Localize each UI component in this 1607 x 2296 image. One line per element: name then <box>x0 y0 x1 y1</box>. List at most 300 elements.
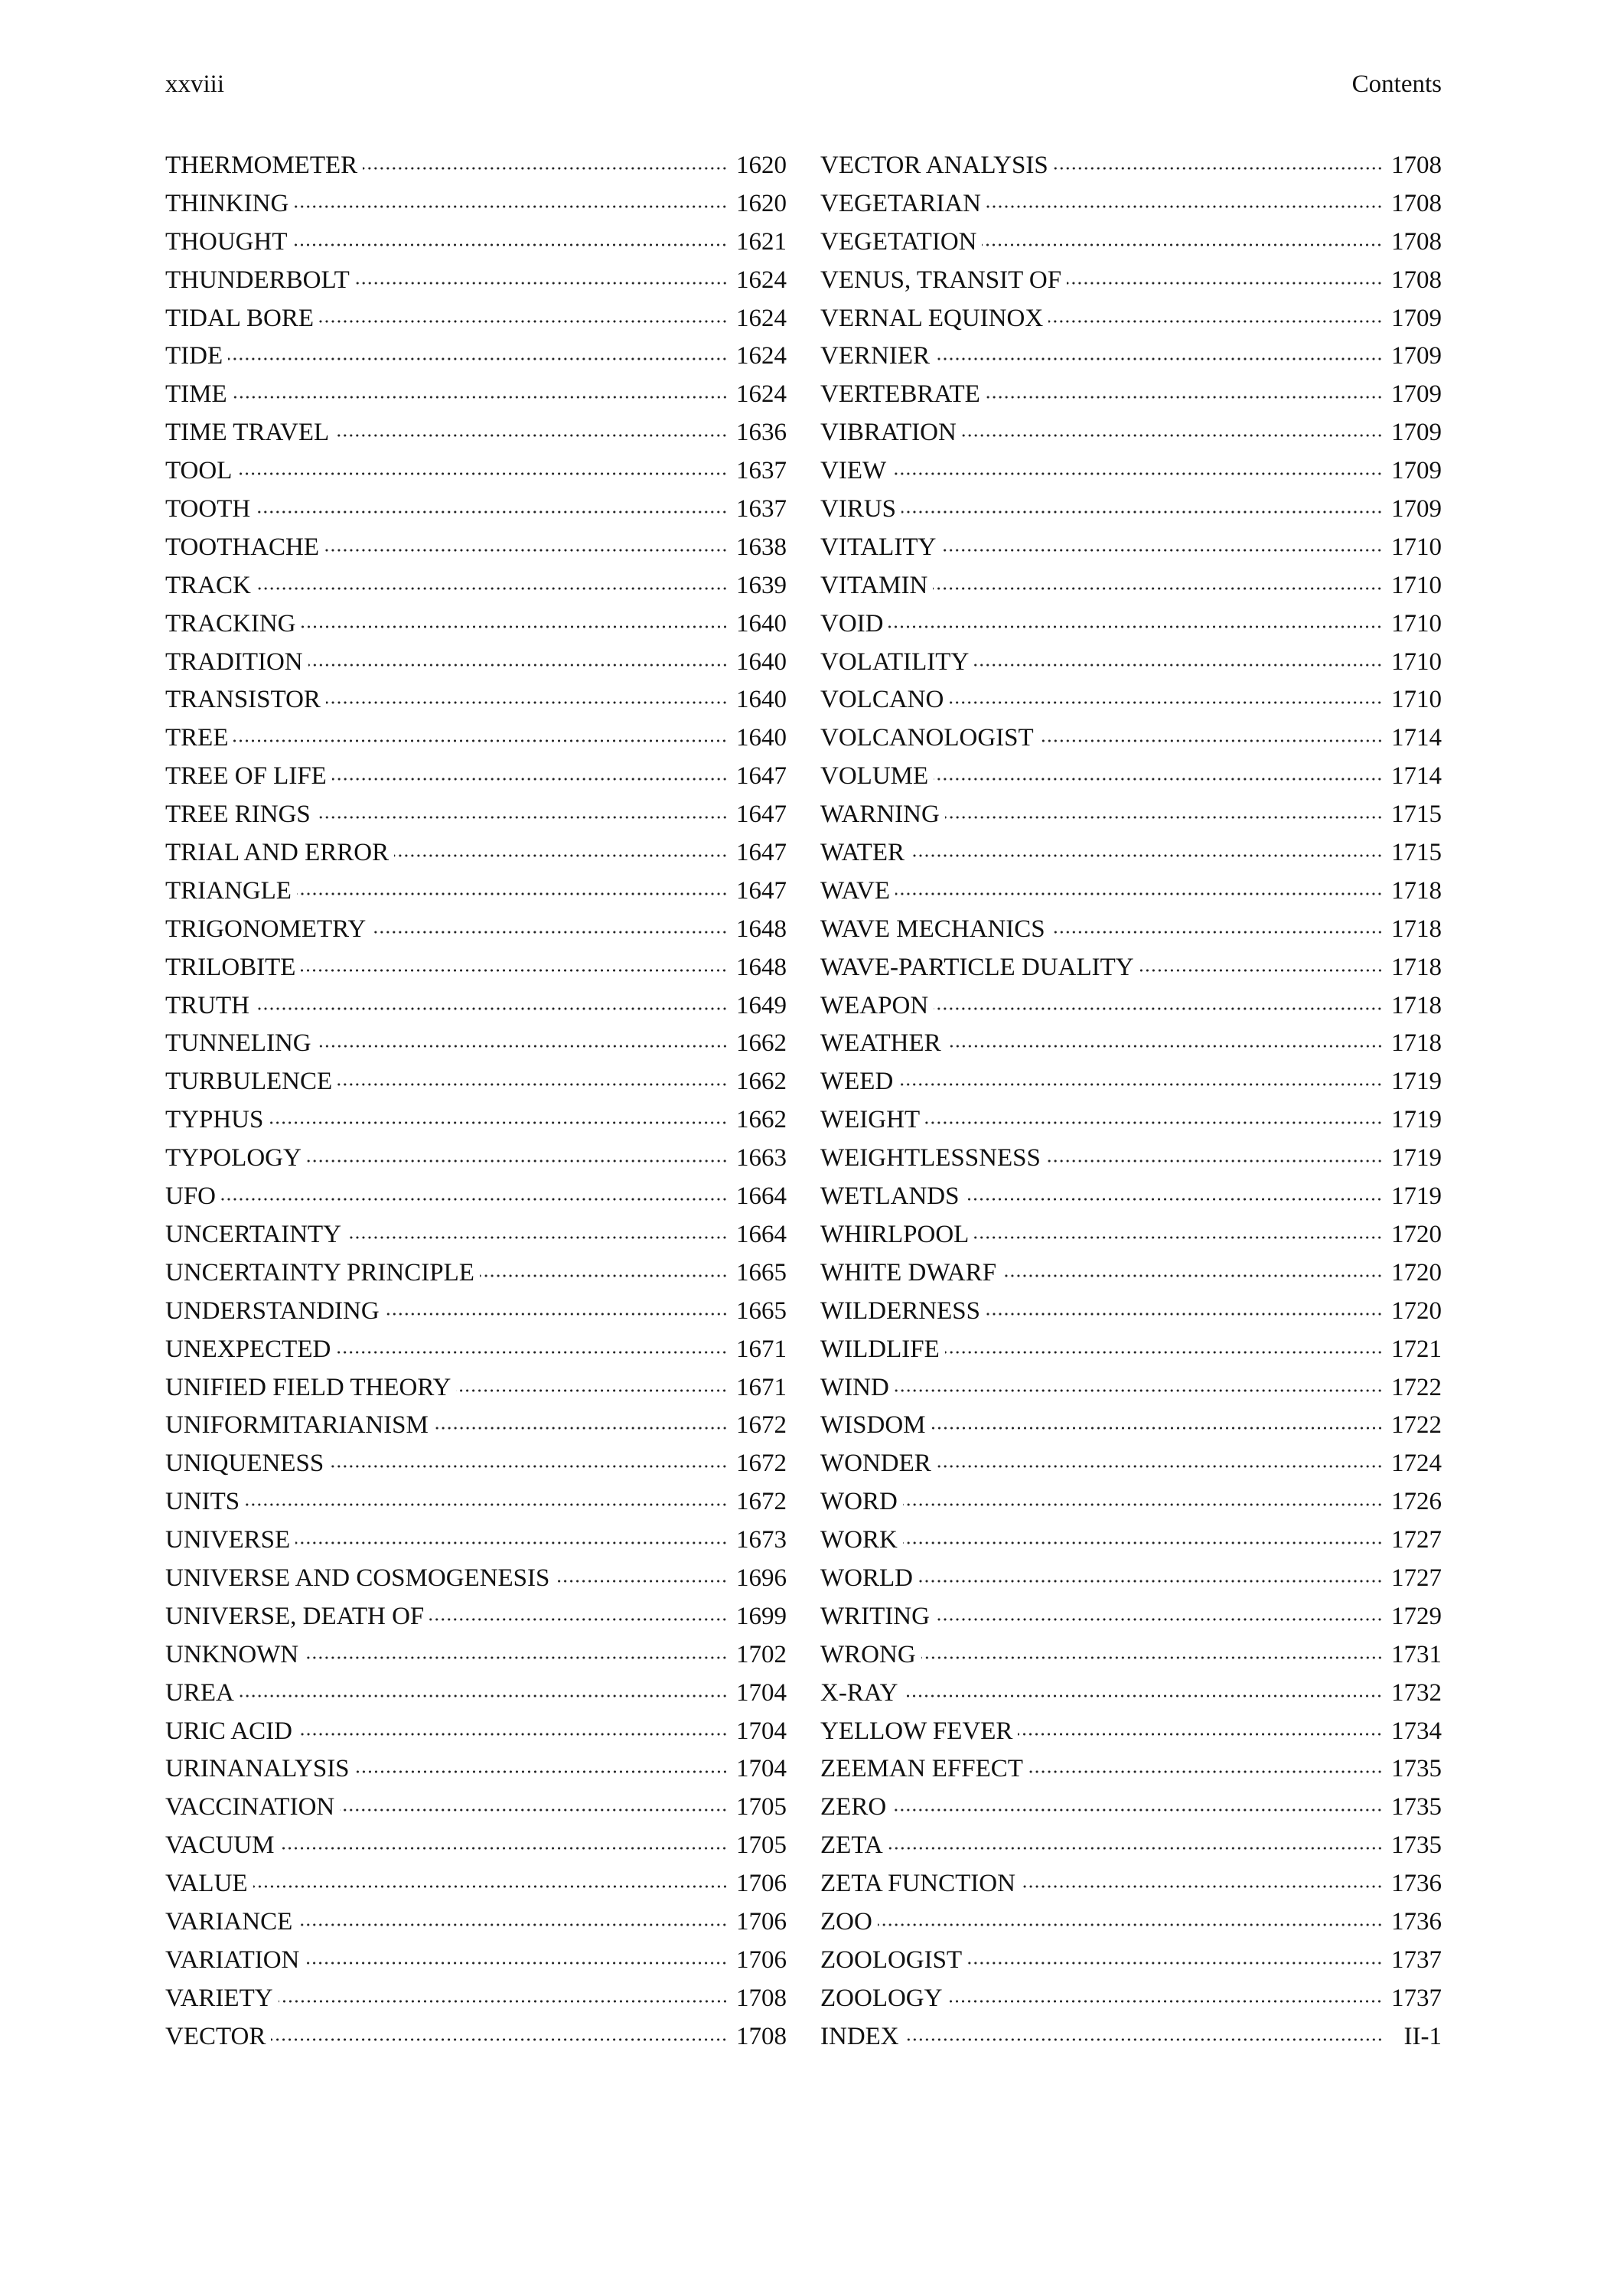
entry-page-number: 1719 <box>1391 1068 1442 1096</box>
toc-left-column <box>165 147 787 2056</box>
entry-page-number: 1727 <box>1391 1526 1442 1554</box>
entry-title: ZOO <box>820 1907 872 1936</box>
entry-title: VOID <box>820 609 884 638</box>
toc-entry <box>165 1942 787 1980</box>
dot-leader <box>905 2037 1383 2043</box>
entry-title: UFO <box>165 1182 217 1211</box>
entry-title: TIDAL BORE <box>165 304 315 332</box>
entry-page-number: 1637 <box>736 457 787 485</box>
toc-entry <box>165 796 787 834</box>
entry-title: WORD <box>820 1488 898 1516</box>
dot-leader <box>363 165 728 171</box>
toc-entry <box>165 1903 787 1942</box>
entry-page-number: 1710 <box>1391 533 1442 561</box>
dot-leader <box>964 1196 1383 1202</box>
toc-entry <box>820 1675 1442 1713</box>
dot-leader <box>935 1616 1383 1623</box>
dot-leader <box>269 1120 728 1126</box>
dot-leader <box>903 1693 1383 1699</box>
entry-page-number: 1649 <box>736 991 787 1019</box>
toc-entry <box>165 1178 787 1216</box>
toc-entry <box>165 1636 787 1675</box>
entry-title: VOLCANO <box>820 686 944 714</box>
toc-entry <box>820 987 1442 1026</box>
dot-leader <box>901 509 1383 515</box>
toc-entry <box>820 1483 1442 1521</box>
entry-title: ZERO <box>820 1793 887 1821</box>
entry-page-number: 1708 <box>1391 227 1442 256</box>
entry-title: WORLD <box>820 1564 913 1592</box>
entry-title: THINKING <box>165 189 289 217</box>
toc-entry <box>820 1598 1442 1636</box>
dot-leader <box>279 1845 728 1851</box>
dot-leader <box>279 1998 728 2004</box>
dot-leader <box>233 394 728 400</box>
entry-title: UNCERTAINTY PRINCIPLE <box>165 1258 474 1287</box>
entry-title: VIRUS <box>820 495 897 523</box>
entry-title: WRONG <box>820 1640 916 1668</box>
entry-page-number: 1708 <box>1391 189 1442 217</box>
toc-entry <box>820 262 1442 300</box>
entry-page-number: 1621 <box>736 227 787 256</box>
entry-title: WILDLIFE <box>820 1335 940 1363</box>
entry-page-number: 1665 <box>736 1296 787 1325</box>
entry-page-number: 1719 <box>1391 1182 1442 1211</box>
entry-page-number: 1714 <box>1391 762 1442 791</box>
entry-page-number: 1715 <box>1391 801 1442 829</box>
dot-leader <box>394 853 728 859</box>
entry-page-number: 1706 <box>736 1907 787 1936</box>
toc-entry <box>165 1445 787 1483</box>
entry-title: VITAMIN <box>820 571 928 599</box>
toc-entry <box>820 872 1442 911</box>
toc-entry <box>820 834 1442 872</box>
entry-page-number: 1702 <box>736 1640 787 1668</box>
entry-title: VOLATILITY <box>820 647 970 676</box>
entry-page-number: 1647 <box>736 762 787 791</box>
entry-title: VARIATION <box>165 1945 300 1974</box>
dot-leader <box>337 1081 728 1088</box>
entry-page-number: 1624 <box>736 266 787 294</box>
dot-leader <box>1039 738 1383 744</box>
entry-title: ZEEMAN EFFECT <box>820 1755 1023 1783</box>
dot-leader <box>1051 929 1383 935</box>
dot-leader <box>347 1234 728 1241</box>
entry-title: WAVE <box>820 876 891 905</box>
entry-page-number: 1720 <box>1391 1296 1442 1325</box>
toc-entry <box>820 223 1442 262</box>
toc-entry <box>165 1331 787 1369</box>
entry-page-number: 1664 <box>736 1182 787 1211</box>
toc-entry <box>165 491 787 529</box>
dot-leader <box>256 585 728 592</box>
entry-page-number: 1718 <box>1391 991 1442 1019</box>
dot-leader <box>903 1540 1383 1546</box>
entry-title: WEED <box>820 1068 894 1096</box>
dot-leader <box>324 547 728 553</box>
toc-entry <box>165 1140 787 1178</box>
entry-title: TRANSISTOR <box>165 686 321 714</box>
toc-entry <box>165 1521 787 1560</box>
dot-leader <box>947 1998 1383 2004</box>
toc-entry <box>820 1636 1442 1675</box>
dot-leader <box>295 1540 728 1546</box>
page-header <box>165 70 1442 109</box>
entry-title: UNKNOWN <box>165 1640 299 1668</box>
toc-entry <box>165 529 787 567</box>
dot-leader <box>316 814 728 820</box>
toc-entry <box>820 529 1442 567</box>
toc-entry <box>165 1865 787 1903</box>
dot-leader <box>931 1425 1384 1431</box>
dot-leader <box>340 1807 728 1813</box>
entry-page-number: 1705 <box>736 1793 787 1821</box>
entry-page-number: 1662 <box>736 1068 787 1096</box>
dot-leader <box>918 1578 1383 1584</box>
toc-entry <box>820 1521 1442 1560</box>
dot-leader <box>986 204 1383 210</box>
entry-title: VENUS, TRANSIT OF <box>820 266 1062 294</box>
entry-page-number: 1735 <box>1391 1831 1442 1860</box>
toc-entry <box>165 1407 787 1445</box>
entry-title: TIDE <box>165 342 223 370</box>
toc-entry <box>820 911 1442 949</box>
entry-page-number: 1715 <box>1391 839 1442 867</box>
toc-entry <box>820 338 1442 376</box>
entry-page-number: 1647 <box>736 801 787 829</box>
entry-page-number: 1704 <box>736 1755 787 1783</box>
dot-leader <box>945 1349 1383 1355</box>
toc-entry <box>165 758 787 796</box>
entry-page-number: 1709 <box>1391 304 1442 332</box>
toc-entry <box>165 911 787 949</box>
entry-title: TYPOLOGY <box>165 1144 302 1172</box>
entry-page-number: 1737 <box>1391 1945 1442 1974</box>
toc-entry <box>165 414 787 452</box>
dot-leader <box>292 242 728 248</box>
entry-title: VECTOR ANALYSIS <box>820 152 1048 179</box>
entry-title: WISDOM <box>820 1411 926 1440</box>
entry-page-number: 1720 <box>1391 1258 1442 1287</box>
dot-leader <box>1046 1158 1383 1164</box>
entry-title: UNIVERSE <box>165 1526 291 1554</box>
dot-leader <box>371 929 728 935</box>
dot-leader <box>934 1006 1383 1012</box>
dot-leader <box>253 1883 728 1890</box>
dot-leader <box>297 891 728 897</box>
toc-right-column <box>820 147 1442 2056</box>
entry-title: TUNNELING <box>165 1029 311 1058</box>
entry-page-number: 1664 <box>736 1220 787 1248</box>
entry-title: ZOOLOGY <box>820 1984 943 2012</box>
entry-title: TURBULENCE <box>165 1068 333 1096</box>
dot-leader <box>895 891 1383 897</box>
entry-title: VARIETY <box>165 1984 273 2012</box>
toc-entry <box>165 452 787 491</box>
dot-leader <box>434 1425 728 1431</box>
entry-page-number: 1719 <box>1391 1144 1442 1172</box>
entry-title: WEAPON <box>820 991 929 1019</box>
dot-leader <box>555 1578 728 1584</box>
toc-entry <box>165 1101 787 1140</box>
entry-title: VIBRATION <box>820 419 957 447</box>
toc-entry <box>820 1903 1442 1942</box>
entry-page-number: 1718 <box>1391 1029 1442 1058</box>
entry-title: WEATHER <box>820 1029 941 1058</box>
entry-title: ZOOLOGIST <box>820 1945 963 1974</box>
toc-entry <box>165 185 787 223</box>
entry-page-number: 1672 <box>736 1450 787 1478</box>
entry-title: TIME TRAVEL <box>165 419 330 447</box>
dot-leader <box>271 2037 728 2043</box>
entry-title: TOOTH <box>165 495 251 523</box>
entry-page-number: 1673 <box>736 1526 787 1554</box>
entry-page-number: 1721 <box>1391 1335 1442 1363</box>
dot-leader <box>256 509 728 515</box>
dot-leader <box>294 204 728 210</box>
entry-title: WHITE DWARF <box>820 1258 997 1287</box>
entry-page-number: 1648 <box>736 953 787 981</box>
toc-entry <box>165 1598 787 1636</box>
entry-title: TYPHUS <box>165 1106 264 1134</box>
entry-title: VERTEBRATE <box>820 380 980 409</box>
entry-page-number: 1735 <box>1391 1793 1442 1821</box>
toc-entry <box>165 1713 787 1751</box>
toc-entry <box>820 147 1442 185</box>
entry-title: TREE RINGS <box>165 801 311 829</box>
entry-title: WEIGHTLESSNESS <box>820 1144 1041 1172</box>
toc-entry <box>820 376 1442 414</box>
dot-leader <box>898 1081 1383 1088</box>
dot-leader <box>974 662 1383 668</box>
entry-title: VIEW <box>820 457 887 485</box>
dot-leader <box>319 318 728 325</box>
dot-leader <box>240 1693 728 1699</box>
toc-entry <box>165 987 787 1026</box>
dot-leader <box>233 738 728 744</box>
toc-entry <box>165 605 787 644</box>
running-head: Contents <box>1351 70 1442 98</box>
toc-entry <box>165 1980 787 2018</box>
toc-entry <box>165 681 787 719</box>
entry-title: VALUE <box>165 1870 248 1898</box>
dot-leader <box>237 471 728 477</box>
dot-leader <box>986 1311 1383 1317</box>
entry-title: TRIAL AND ERROR <box>165 839 390 867</box>
toc-entry <box>820 1789 1442 1827</box>
toc-entry <box>165 872 787 911</box>
dot-leader <box>974 1234 1383 1241</box>
dot-leader <box>982 242 1383 248</box>
entry-title: VARIANCE <box>165 1907 293 1936</box>
dot-leader <box>255 1006 728 1012</box>
toc-entry <box>165 1063 787 1101</box>
dot-leader <box>329 1463 728 1469</box>
dot-leader <box>945 814 1383 820</box>
toc-entry <box>165 719 787 758</box>
dot-leader <box>355 1769 728 1775</box>
toc-entry <box>820 1713 1442 1751</box>
toc-entry <box>820 414 1442 452</box>
entry-title: URIC ACID <box>165 1717 292 1745</box>
toc-entry <box>165 223 787 262</box>
dot-leader <box>892 471 1383 477</box>
dot-leader <box>317 1043 728 1049</box>
entry-page-number: 1662 <box>736 1106 787 1134</box>
toc-entry <box>820 605 1442 644</box>
entry-page-number: 1662 <box>736 1029 787 1058</box>
entry-page-number: 1709 <box>1391 495 1442 523</box>
entry-page-number: 1665 <box>736 1258 787 1287</box>
toc-entry <box>165 338 787 376</box>
toc-entry <box>820 644 1442 682</box>
toc-entry <box>165 1483 787 1521</box>
entry-page-number: 1720 <box>1391 1220 1442 1248</box>
entry-title: WHIRLPOOL <box>820 1220 970 1248</box>
dot-leader <box>298 1731 728 1737</box>
toc-entry <box>820 185 1442 223</box>
dot-leader <box>910 853 1383 859</box>
entry-page-number: 1710 <box>1391 609 1442 638</box>
entry-page-number: 1722 <box>1391 1373 1442 1401</box>
entry-title: TRADITION <box>165 647 303 676</box>
toc-entry <box>820 719 1442 758</box>
dot-leader <box>307 1158 728 1164</box>
toc-entry <box>820 1827 1442 1865</box>
entry-page-number: 1727 <box>1391 1564 1442 1592</box>
toc-entry <box>820 1216 1442 1254</box>
dot-leader <box>1018 1731 1383 1737</box>
toc-entry <box>820 1140 1442 1178</box>
entry-title: WONDER <box>820 1450 931 1478</box>
entry-title: TREE <box>165 724 229 752</box>
dot-leader <box>921 1655 1383 1661</box>
entry-title: VACCINATION <box>165 1793 335 1821</box>
entry-page-number: 1637 <box>736 495 787 523</box>
dot-leader <box>301 967 728 974</box>
toc-entry <box>820 1750 1442 1789</box>
entry-page-number: 1672 <box>736 1411 787 1440</box>
entry-page-number: 1718 <box>1391 915 1442 943</box>
entry-page-number: 1709 <box>1391 457 1442 485</box>
toc-entry <box>820 452 1442 491</box>
dot-leader <box>305 1960 728 1966</box>
entry-title: VOLUME <box>820 762 929 791</box>
entry-page-number: 1647 <box>736 839 787 867</box>
entry-page-number: 1734 <box>1391 1717 1442 1745</box>
toc-entry <box>820 1293 1442 1331</box>
entry-page-number: 1710 <box>1391 686 1442 714</box>
entry-title: VACUUM <box>165 1831 275 1860</box>
entry-title: VERNIER <box>820 342 930 370</box>
entry-title: UNIVERSE AND COSMOGENESIS <box>165 1564 550 1592</box>
entry-page-number: 1718 <box>1391 876 1442 905</box>
toc-entry <box>820 1025 1442 1063</box>
toc-entry <box>165 1369 787 1407</box>
toc-entry <box>820 681 1442 719</box>
entry-title: UNIVERSE, DEATH OF <box>165 1602 425 1630</box>
toc-entry <box>820 1980 1442 2018</box>
dot-leader <box>336 1349 728 1355</box>
dot-leader <box>308 662 728 668</box>
dot-leader <box>888 624 1383 630</box>
toc-entry <box>820 300 1442 338</box>
entry-page-number: 1699 <box>736 1602 787 1630</box>
toc-entry <box>820 1865 1442 1903</box>
entry-page-number: 1671 <box>736 1335 787 1363</box>
entry-page-number: 1640 <box>736 609 787 638</box>
toc-entry <box>820 1331 1442 1369</box>
dot-leader <box>947 1043 1383 1049</box>
entry-page-number: 1708 <box>1391 152 1442 179</box>
entry-title: WORK <box>820 1526 898 1554</box>
entry-page-number: 1737 <box>1391 1984 1442 2012</box>
dot-leader <box>245 1502 728 1508</box>
toc-entry <box>165 147 787 185</box>
entry-page-number: 1735 <box>1391 1755 1442 1783</box>
toc-entry <box>820 1560 1442 1598</box>
toc-entry <box>165 1216 787 1254</box>
entry-title: UNIFORMITARIANISM <box>165 1411 429 1440</box>
page-number: xxviii <box>165 70 225 98</box>
entry-title: TRACK <box>165 571 251 599</box>
toc-entry <box>820 1254 1442 1293</box>
toc-entry <box>820 567 1442 605</box>
entry-title: WAVE MECHANICS <box>820 915 1045 943</box>
entry-title: TRIGONOMETRY <box>165 915 367 943</box>
entry-title: UNIQUENESS <box>165 1450 324 1478</box>
dot-leader <box>429 1616 728 1623</box>
entry-title: WETLANDS <box>820 1182 960 1211</box>
entry-page-number: II-1 <box>1403 2022 1442 2050</box>
toc-entry <box>820 758 1442 796</box>
toc-entry <box>820 796 1442 834</box>
entry-page-number: 1722 <box>1391 1411 1442 1440</box>
entry-title: WEIGHT <box>820 1106 921 1134</box>
entry-page-number: 1647 <box>736 876 787 905</box>
dot-leader <box>949 700 1383 706</box>
entry-page-number: 1648 <box>736 915 787 943</box>
entry-title: VEGETATION <box>820 227 977 256</box>
toc-entry <box>820 1101 1442 1140</box>
entry-title: URINANALYSIS <box>165 1755 350 1783</box>
toc-entry <box>165 262 787 300</box>
entry-page-number: 1639 <box>736 571 787 599</box>
dot-leader <box>1028 1769 1383 1775</box>
entry-page-number: 1705 <box>736 1831 787 1860</box>
entry-page-number: 1671 <box>736 1373 787 1401</box>
entry-title: YELLOW FEVER <box>820 1717 1013 1745</box>
toc-entry <box>165 1293 787 1331</box>
entry-page-number: 1732 <box>1391 1678 1442 1707</box>
dot-leader <box>888 1845 1383 1851</box>
toc-entry <box>165 1750 787 1789</box>
entry-page-number: 1709 <box>1391 419 1442 447</box>
dot-leader <box>385 1311 728 1317</box>
entry-page-number: 1636 <box>736 419 787 447</box>
dot-leader <box>1048 318 1383 325</box>
entry-page-number: 1736 <box>1391 1870 1442 1898</box>
entry-title: VECTOR <box>165 2022 266 2050</box>
dot-leader <box>326 700 728 706</box>
entry-page-number: 1704 <box>736 1717 787 1745</box>
entry-page-number: 1640 <box>736 724 787 752</box>
dot-leader <box>935 356 1383 362</box>
toc-entry <box>165 376 787 414</box>
entry-page-number: 1708 <box>1391 266 1442 294</box>
entry-page-number: 1640 <box>736 686 787 714</box>
entry-page-number: 1624 <box>736 380 787 409</box>
